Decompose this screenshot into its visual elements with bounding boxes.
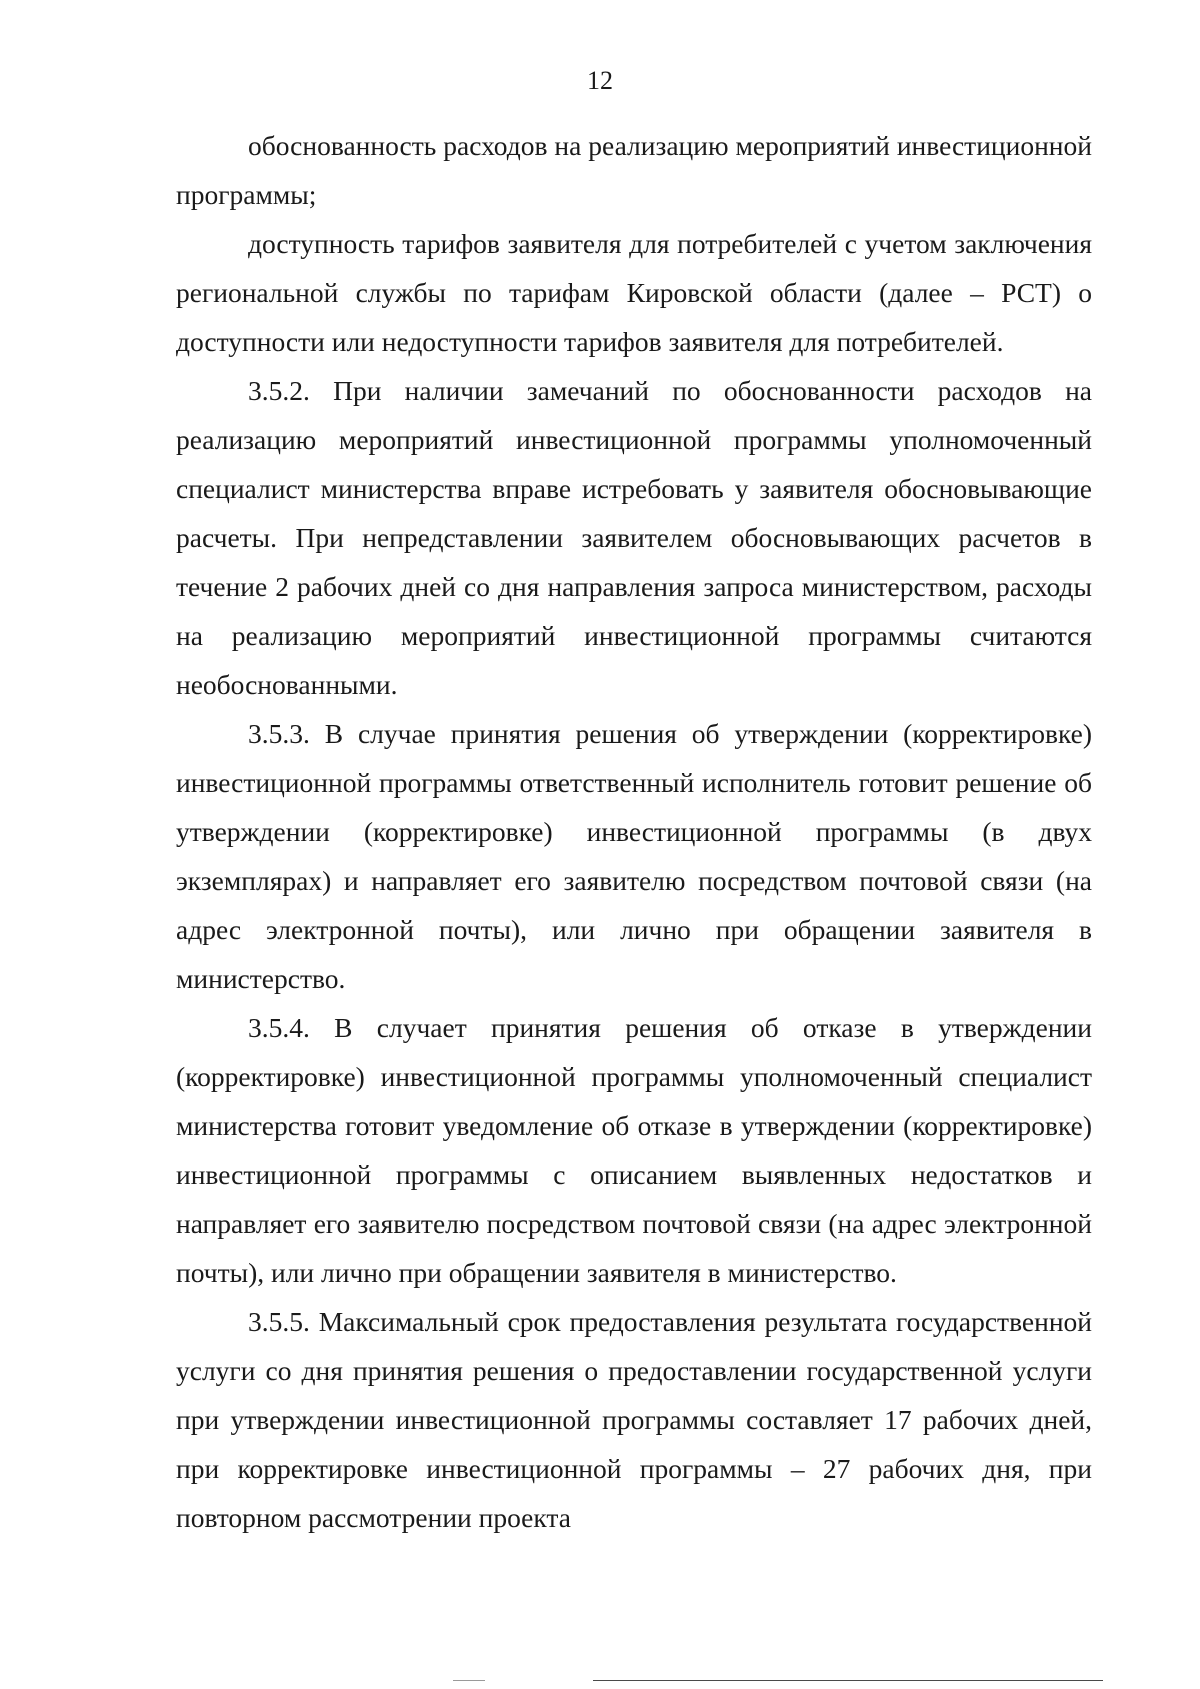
bottom-rule-long — [593, 1680, 1103, 1681]
paragraph-justification-criterion: обоснованность расходов на реализацию мероприятий инвестиционной программы; — [176, 130, 1092, 210]
paragraph-3-5-2: 3.5.2. При наличии замечаний по обоснованности расходов на реализацию мероприятий инвестиционной программы уполномоченный специалист министерства вправе истребовать у заявителя обосновывающие расчеты. При непредставлении заявителем обосновывающих расчетов в течение 2 рабочих дней со дня направления запроса министерством, расходы на реализацию мероприятий инвестиционной программы считаются необоснованными. — [176, 375, 1092, 700]
bottom-rule-short — [453, 1680, 485, 1681]
page-bottom-rule — [0, 1680, 1200, 1684]
paragraph-tariff-availability: доступность тарифов заявителя для потребителей с учетом заключения региональной службы по тарифам Кировской области (далее – РСТ) о доступности или недоступности тарифов заявителя для потребителей. — [176, 228, 1092, 357]
paragraph-3-5-4: 3.5.4. В случает принятия решения об отказе в утверждении (корректировке) инвестиционной программы уполномоченный специалист министерства готовит уведомление об отказе в утверждении (корректировке) инвестиционной программы с описанием выявленных недостатков и направляет его заявителю посредством почтовой связи (на адрес электронной почты), или лично при обращении заявителя в министерство. — [176, 1012, 1092, 1288]
paragraph-3-5-3: 3.5.3. В случае принятия решения об утверждении (корректировке) инвестиционной программы ответственный исполнитель готовит решение об утверждении (корректировке) инвестиционной программы (в двух экземплярах) и направляет его заявителю посредством почтовой связи (на адрес электронной почты), или лично при обращении заявителя в министерство. — [176, 718, 1092, 994]
document-body — [176, 121, 1092, 1542]
page-number: 12 — [587, 66, 613, 95]
paragraph-3-5-5: 3.5.5. Максимальный срок предоставления результата государственной услуги со дня принятия решения о предоставлении государственной услуги при утверждении инвестиционной программы составляет 17 рабочих дней, при корректировке инвестиционной программы – 27 рабочих дня, при повторном рассмотрении проекта — [176, 1306, 1092, 1533]
